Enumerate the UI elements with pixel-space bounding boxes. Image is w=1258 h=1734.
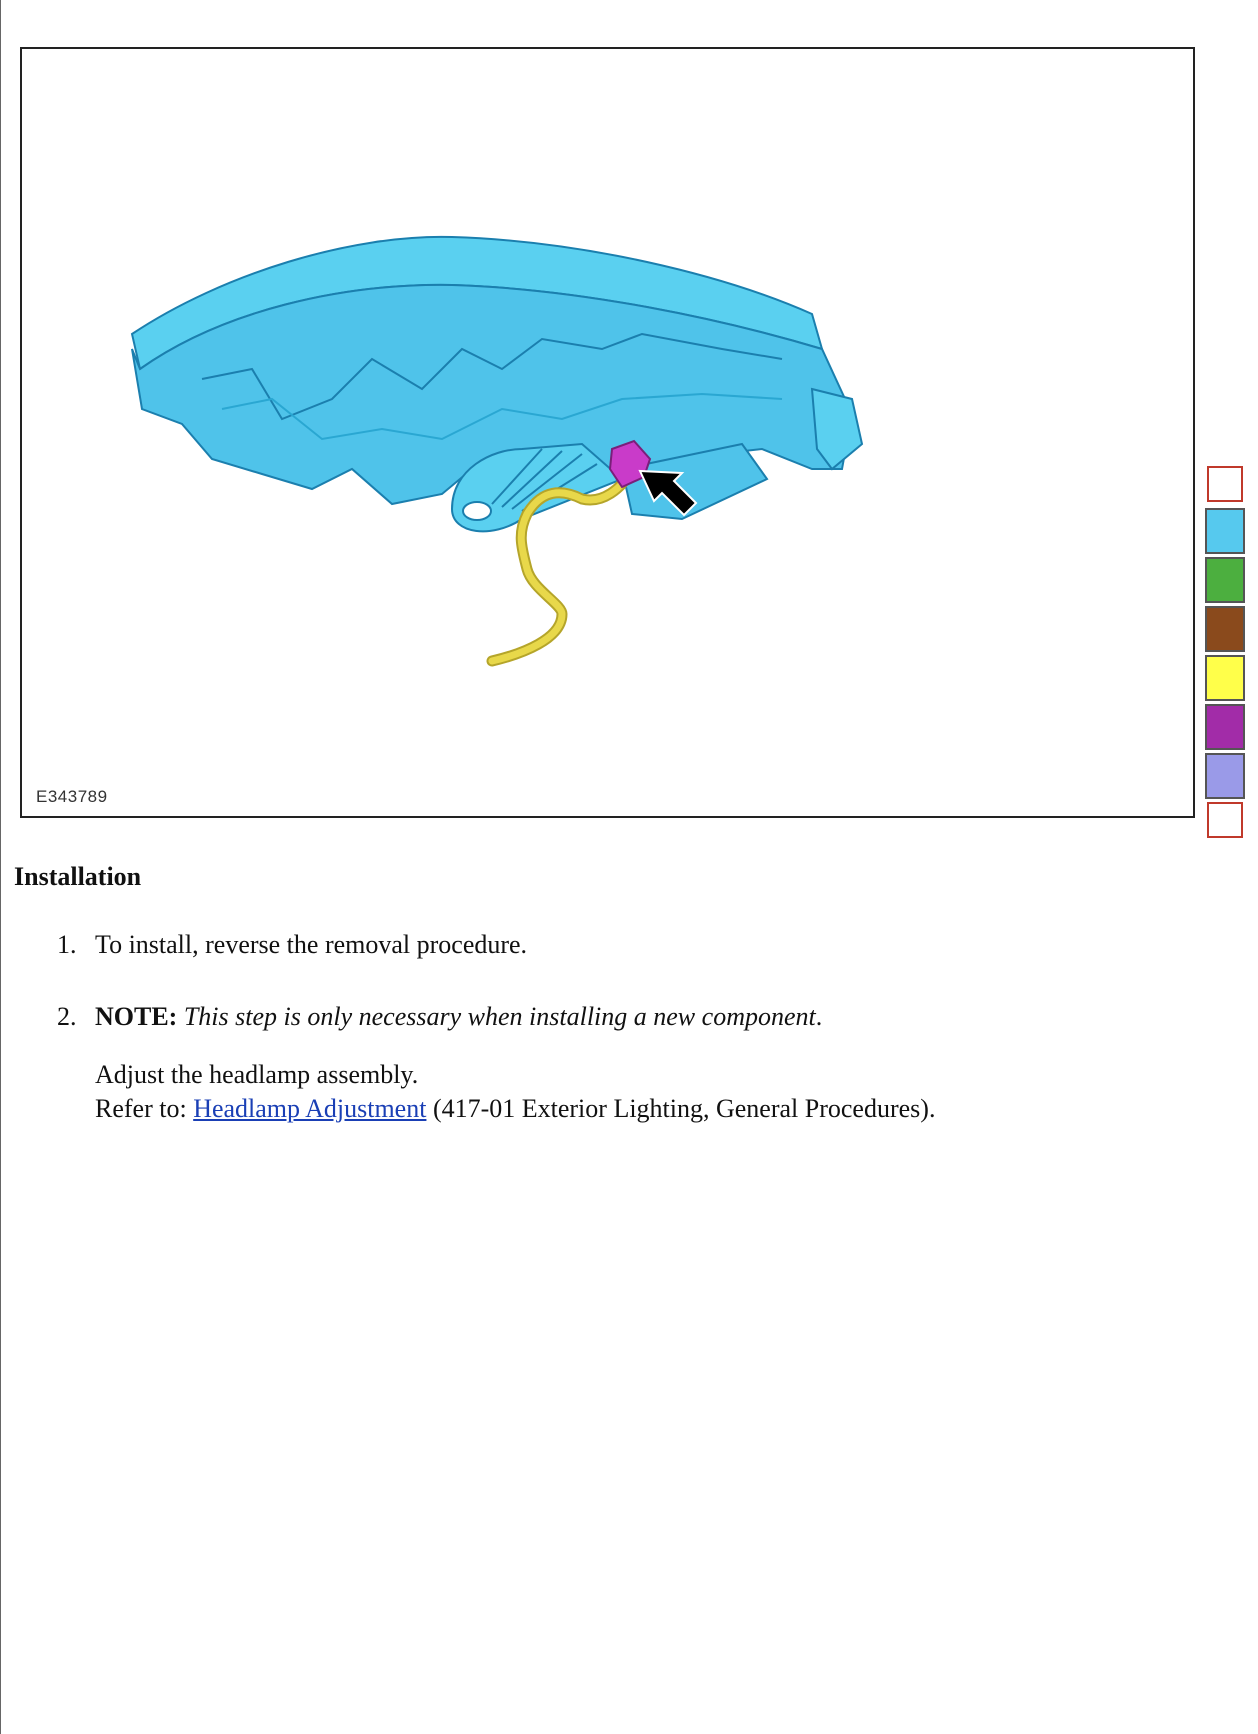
step-item (57, 928, 1207, 962)
swatch-green[interactable] (1205, 557, 1245, 603)
swatch-light-blue[interactable] (1205, 508, 1245, 554)
refer-suffix: (417-01 Exterior Lighting, General Procedures). (432, 1094, 936, 1123)
swatch-brown[interactable] (1205, 606, 1245, 652)
headlamp-illustration (22, 49, 1193, 816)
color-legend-column (1205, 466, 1245, 838)
swatch-lavender[interactable] (1205, 753, 1245, 799)
figure-id-label: E343789 (36, 787, 108, 806)
swatch-magenta[interactable] (1205, 704, 1245, 750)
step-item (57, 1000, 1207, 1126)
step-instruction: Adjust the headlamp assembly. (95, 1060, 419, 1089)
swatch-yellow[interactable] (1205, 655, 1245, 701)
illustration-frame (20, 47, 1195, 818)
note-line (95, 1000, 1207, 1034)
swatch-empty-bottom[interactable] (1207, 802, 1243, 838)
note-text: This step is only necessary when installing a new component (183, 1002, 816, 1031)
step-number: 1. (57, 930, 77, 959)
note-end: . (815, 1002, 823, 1031)
step-body (95, 1058, 1207, 1126)
note-label: NOTE: (95, 1002, 178, 1031)
step-number: 2. (57, 1002, 77, 1031)
section-heading: Installation (14, 862, 142, 891)
refer-prefix: Refer to: (95, 1094, 187, 1123)
step-text: To install, reverse the removal procedure. (95, 930, 528, 959)
procedure-steps (57, 928, 1207, 1126)
swatch-empty-top[interactable] (1207, 466, 1243, 502)
reference-line (95, 1092, 1207, 1126)
headlamp-adjustment-link[interactable]: Headlamp Adjustment (193, 1094, 427, 1123)
